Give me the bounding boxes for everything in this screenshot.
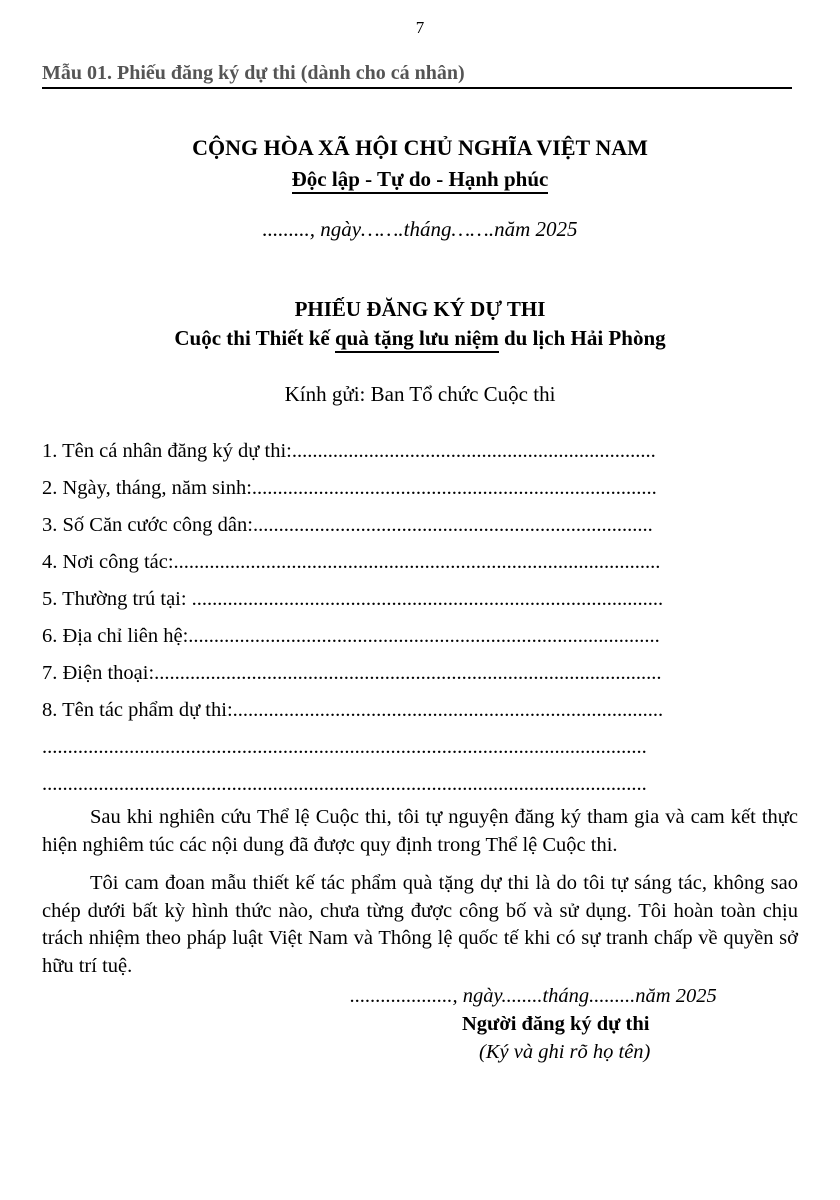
- signature-date-line: ...................., ngày........tháng.........năm 2025: [350, 985, 717, 1007]
- form-title: PHIẾU ĐĂNG KÝ DỰ THI: [294, 297, 546, 321]
- signer-title: Người đăng ký dự thi: [462, 1013, 650, 1035]
- field-work-title[interactable]: 8. Tên tác phẩm dự thi:....................................................................................: [42, 699, 664, 721]
- contest-name: [0, 326, 840, 351]
- field-extra-line-1[interactable]: ......................................................................................................................: [42, 736, 647, 758]
- nation-title: CỘNG HÒA XÃ HỘI CHỦ NGHĨA VIỆT NAM: [192, 135, 648, 160]
- field-workplace[interactable]: 4. Nơi công tác:...............................................................................................: [42, 551, 661, 573]
- addressee: Kính gửi: Ban Tổ chức Cuộc thi: [284, 382, 556, 406]
- page-number: 7: [415, 18, 425, 37]
- field-birth-date[interactable]: 2. Ngày, tháng, năm sinh:...............................................................................: [42, 477, 657, 499]
- field-phone[interactable]: 7. Điện thoại:...................................................................................................: [42, 662, 662, 684]
- motto-text: Độc lập - Tự do - Hạnh phúc: [292, 167, 549, 194]
- contest-name-pre: Cuộc thi Thiết kế: [174, 326, 335, 350]
- field-citizen-id[interactable]: 3. Số Căn cước công dân:..............................................................................: [42, 514, 653, 536]
- form-label: Mẫu 01. Phiếu đăng ký dự thi (dành cho cá nhân): [42, 62, 792, 89]
- motto: [0, 167, 840, 192]
- registration-fields: [42, 436, 782, 806]
- field-extra-line-2[interactable]: ......................................................................................................................: [42, 773, 647, 795]
- originality-paragraph: Tôi cam đoan mẫu thiết kế tác phẩm quà tặng dự thi là do tôi tự sáng tác, không sao chép dưới bất kỳ hình thức nào, chưa từng được công bố và sử dụng. Tôi hoàn toàn chịu trách nhiệm theo pháp luật Việt Nam và Thông lệ quốc tế khi có sự tranh chấp về quyền sở hữu trí tuệ.: [42, 872, 798, 977]
- field-permanent-address[interactable]: 5. Thường trú tại: ............................................................................................: [42, 588, 664, 610]
- field-contact-address[interactable]: 6. Địa chỉ liên hệ:............................................................................................: [42, 625, 660, 647]
- commitment-paragraph: Sau khi nghiên cứu Thể lệ Cuộc thi, tôi tự nguyện đăng ký tham gia và cam kết thực hiện nghiêm túc các nội dung đã được quy định trong Thể lệ Cuộc thi.: [42, 806, 798, 856]
- signature-note: (Ký và ghi rõ họ tên): [479, 1041, 651, 1063]
- contest-name-underlined: quà tặng lưu niệm: [335, 326, 499, 353]
- date-line-top: ........., ngày…….tháng…….năm 2025: [262, 217, 578, 241]
- field-full-name[interactable]: 1. Tên cá nhân đăng ký dự thi:.......................................................................: [42, 440, 656, 462]
- contest-name-post: du lịch Hải Phòng: [498, 326, 666, 350]
